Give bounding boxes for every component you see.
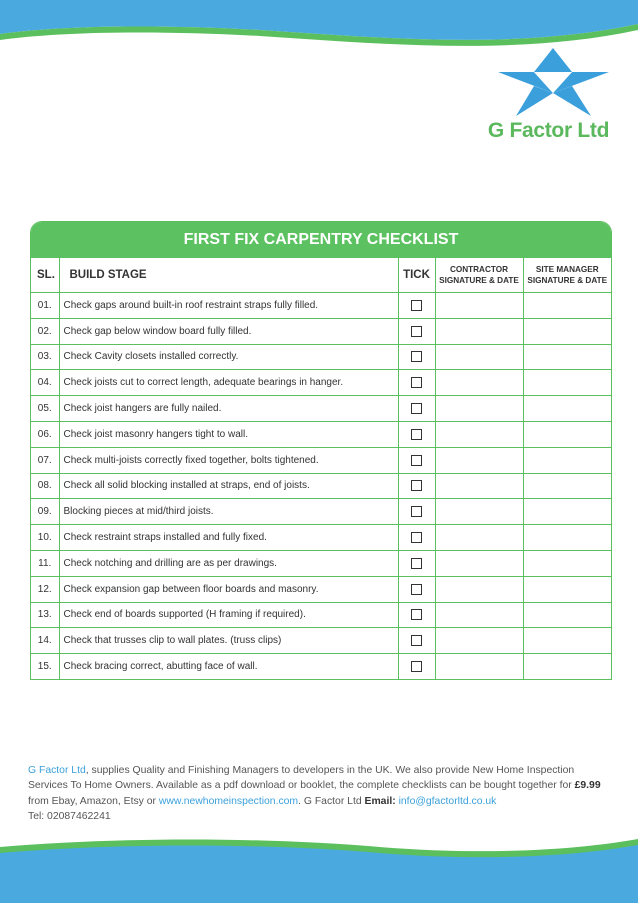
contractor-signature-cell[interactable] <box>435 370 523 396</box>
footer-text-3: . G Factor Ltd <box>298 795 365 807</box>
checklist-row <box>31 473 611 499</box>
row-tick-cell <box>398 576 435 602</box>
header-build-stage: BUILD STAGE <box>59 258 398 293</box>
company-logo <box>476 46 621 146</box>
tick-checkbox[interactable] <box>411 455 422 466</box>
row-tick-cell <box>398 473 435 499</box>
manager-signature-cell[interactable] <box>523 576 611 602</box>
row-build-stage: Check all solid blocking installed at straps, end of joists. <box>59 473 398 499</box>
row-number: 05. <box>31 396 59 422</box>
footer-tel: Tel: 02087462241 <box>28 810 111 822</box>
footer-website-link[interactable]: www.newhomeinspection.com <box>158 795 299 807</box>
manager-signature-cell[interactable] <box>523 318 611 344</box>
contractor-signature-cell[interactable] <box>435 654 523 679</box>
row-tick-cell <box>398 421 435 447</box>
manager-signature-cell[interactable] <box>523 499 611 525</box>
contractor-signature-cell[interactable] <box>435 318 523 344</box>
row-tick-cell <box>398 499 435 525</box>
row-tick-cell <box>398 654 435 679</box>
tick-checkbox[interactable] <box>411 532 422 543</box>
header-contractor-line1: CONTRACTOR <box>449 265 509 274</box>
tick-checkbox[interactable] <box>411 326 422 337</box>
footer-email-link[interactable]: info@gfactorltd.co.uk <box>398 795 497 807</box>
checklist-row <box>31 396 611 422</box>
row-tick-cell <box>398 602 435 628</box>
row-build-stage: Check end of boards supported (H framing if required). <box>59 602 398 628</box>
bottom-wave-decoration <box>0 833 638 903</box>
header-manager-signature <box>523 258 611 293</box>
footer-text-1: , supplies Quality and Finishing Managers to developers in the UK. We also provide New Home Inspection Services To Home Owners. Available as a pdf download or booklet, the complete checklists can be bought together for <box>28 765 575 792</box>
checklist-card <box>30 221 612 680</box>
row-tick-cell <box>398 396 435 422</box>
row-tick-cell <box>398 628 435 654</box>
row-number: 14. <box>31 628 59 654</box>
row-build-stage: Check joist masonry hangers tight to wall. <box>59 421 398 447</box>
row-number: 09. <box>31 499 59 525</box>
row-number: 07. <box>31 447 59 473</box>
checklist-row <box>31 602 611 628</box>
manager-signature-cell[interactable] <box>523 525 611 551</box>
manager-signature-cell[interactable] <box>523 344 611 370</box>
header-contractor-line2: SIGNATURE & DATE <box>439 276 519 285</box>
manager-signature-cell[interactable] <box>523 370 611 396</box>
footer-text-2: from Ebay, Amazon, Etsy or <box>28 795 159 807</box>
contractor-signature-cell[interactable] <box>435 421 523 447</box>
row-build-stage: Check joists cut to correct length, adequate bearings in hanger. <box>59 370 398 396</box>
tick-checkbox[interactable] <box>411 661 422 672</box>
header-sl: SL. <box>31 258 59 293</box>
row-number: 06. <box>31 421 59 447</box>
row-number: 11. <box>31 550 59 576</box>
contractor-signature-cell[interactable] <box>435 628 523 654</box>
manager-signature-cell[interactable] <box>523 421 611 447</box>
manager-signature-cell[interactable] <box>523 447 611 473</box>
row-tick-cell <box>398 525 435 551</box>
header-contractor-signature <box>435 258 523 293</box>
row-number: 10. <box>31 525 59 551</box>
footer-email-label: Email: <box>364 795 396 807</box>
contractor-signature-cell[interactable] <box>435 550 523 576</box>
row-build-stage: Check that trusses clip to wall plates. (truss clips) <box>59 628 398 654</box>
row-number: 12. <box>31 576 59 602</box>
row-number: 01. <box>31 293 59 319</box>
manager-signature-cell[interactable] <box>523 396 611 422</box>
row-tick-cell <box>398 318 435 344</box>
row-build-stage: Check bracing correct, abutting face of wall. <box>59 654 398 679</box>
footer-text <box>28 763 610 824</box>
contractor-signature-cell[interactable] <box>435 447 523 473</box>
tick-checkbox[interactable] <box>411 558 422 569</box>
tick-checkbox[interactable] <box>411 584 422 595</box>
contractor-signature-cell[interactable] <box>435 525 523 551</box>
manager-signature-cell[interactable] <box>523 628 611 654</box>
row-number: 08. <box>31 473 59 499</box>
row-build-stage: Check notching and drilling are as per drawings. <box>59 550 398 576</box>
row-build-stage: Check expansion gap between floor boards and masonry. <box>59 576 398 602</box>
footer-price: £9.99 <box>574 780 601 792</box>
contractor-signature-cell[interactable] <box>435 499 523 525</box>
row-number: 04. <box>31 370 59 396</box>
checklist-row <box>31 344 611 370</box>
tick-checkbox[interactable] <box>411 403 422 414</box>
row-tick-cell <box>398 370 435 396</box>
tick-checkbox[interactable] <box>411 300 422 311</box>
tick-checkbox[interactable] <box>411 377 422 388</box>
row-number: 03. <box>31 344 59 370</box>
checklist-title: FIRST FIX CARPENTRY CHECKLIST <box>31 222 611 258</box>
tick-checkbox[interactable] <box>411 480 422 491</box>
row-build-stage: Blocking pieces at mid/third joists. <box>59 499 398 525</box>
checklist-row <box>31 576 611 602</box>
row-tick-cell <box>398 344 435 370</box>
checklist-row <box>31 370 611 396</box>
manager-signature-cell[interactable] <box>523 550 611 576</box>
checklist-row <box>31 447 611 473</box>
contractor-signature-cell[interactable] <box>435 344 523 370</box>
checklist-row <box>31 550 611 576</box>
tick-checkbox[interactable] <box>411 351 422 362</box>
checklist-row <box>31 654 611 679</box>
row-build-stage: Check gap below window board fully filled. <box>59 318 398 344</box>
row-tick-cell <box>398 550 435 576</box>
row-tick-cell <box>398 447 435 473</box>
row-build-stage: Check multi-joists correctly fixed together, bolts tightened. <box>59 447 398 473</box>
row-number: 02. <box>31 318 59 344</box>
header-manager-line2: SIGNATURE & DATE <box>527 276 608 285</box>
logo-wordmark: G Factor Ltd <box>487 119 610 142</box>
checklist-row <box>31 293 611 319</box>
contractor-signature-cell[interactable] <box>435 602 523 628</box>
row-number: 15. <box>31 654 59 679</box>
tick-checkbox[interactable] <box>411 429 422 440</box>
checklist-row <box>31 421 611 447</box>
checklist-row <box>31 499 611 525</box>
row-build-stage: Check Cavity closets installed correctly. <box>59 344 398 370</box>
row-build-stage: Check gaps around built-in roof restraint straps fully filled. <box>59 293 398 319</box>
footer-brand: G Factor Ltd <box>28 765 86 776</box>
checklist-table <box>31 258 611 679</box>
manager-signature-cell[interactable] <box>523 654 611 679</box>
checklist-row <box>31 318 611 344</box>
manager-signature-cell[interactable] <box>523 602 611 628</box>
row-build-stage: Check joist hangers are fully nailed. <box>59 396 398 422</box>
checklist-row <box>31 628 611 654</box>
logo-star-icon <box>496 46 611 118</box>
tick-checkbox[interactable] <box>411 635 422 646</box>
contractor-signature-cell[interactable] <box>435 293 523 319</box>
row-tick-cell <box>398 293 435 319</box>
checklist-header-row <box>31 258 611 293</box>
contractor-signature-cell[interactable] <box>435 473 523 499</box>
checklist-row <box>31 525 611 551</box>
header-manager-line1: SITE MANAGER <box>535 265 599 274</box>
tick-checkbox[interactable] <box>411 609 422 620</box>
manager-signature-cell[interactable] <box>523 293 611 319</box>
row-build-stage: Check restraint straps installed and fully fixed. <box>59 525 398 551</box>
row-number: 13. <box>31 602 59 628</box>
tick-checkbox[interactable] <box>411 506 422 517</box>
contractor-signature-cell[interactable] <box>435 396 523 422</box>
header-tick: TICK <box>398 258 435 293</box>
contractor-signature-cell[interactable] <box>435 576 523 602</box>
manager-signature-cell[interactable] <box>523 473 611 499</box>
